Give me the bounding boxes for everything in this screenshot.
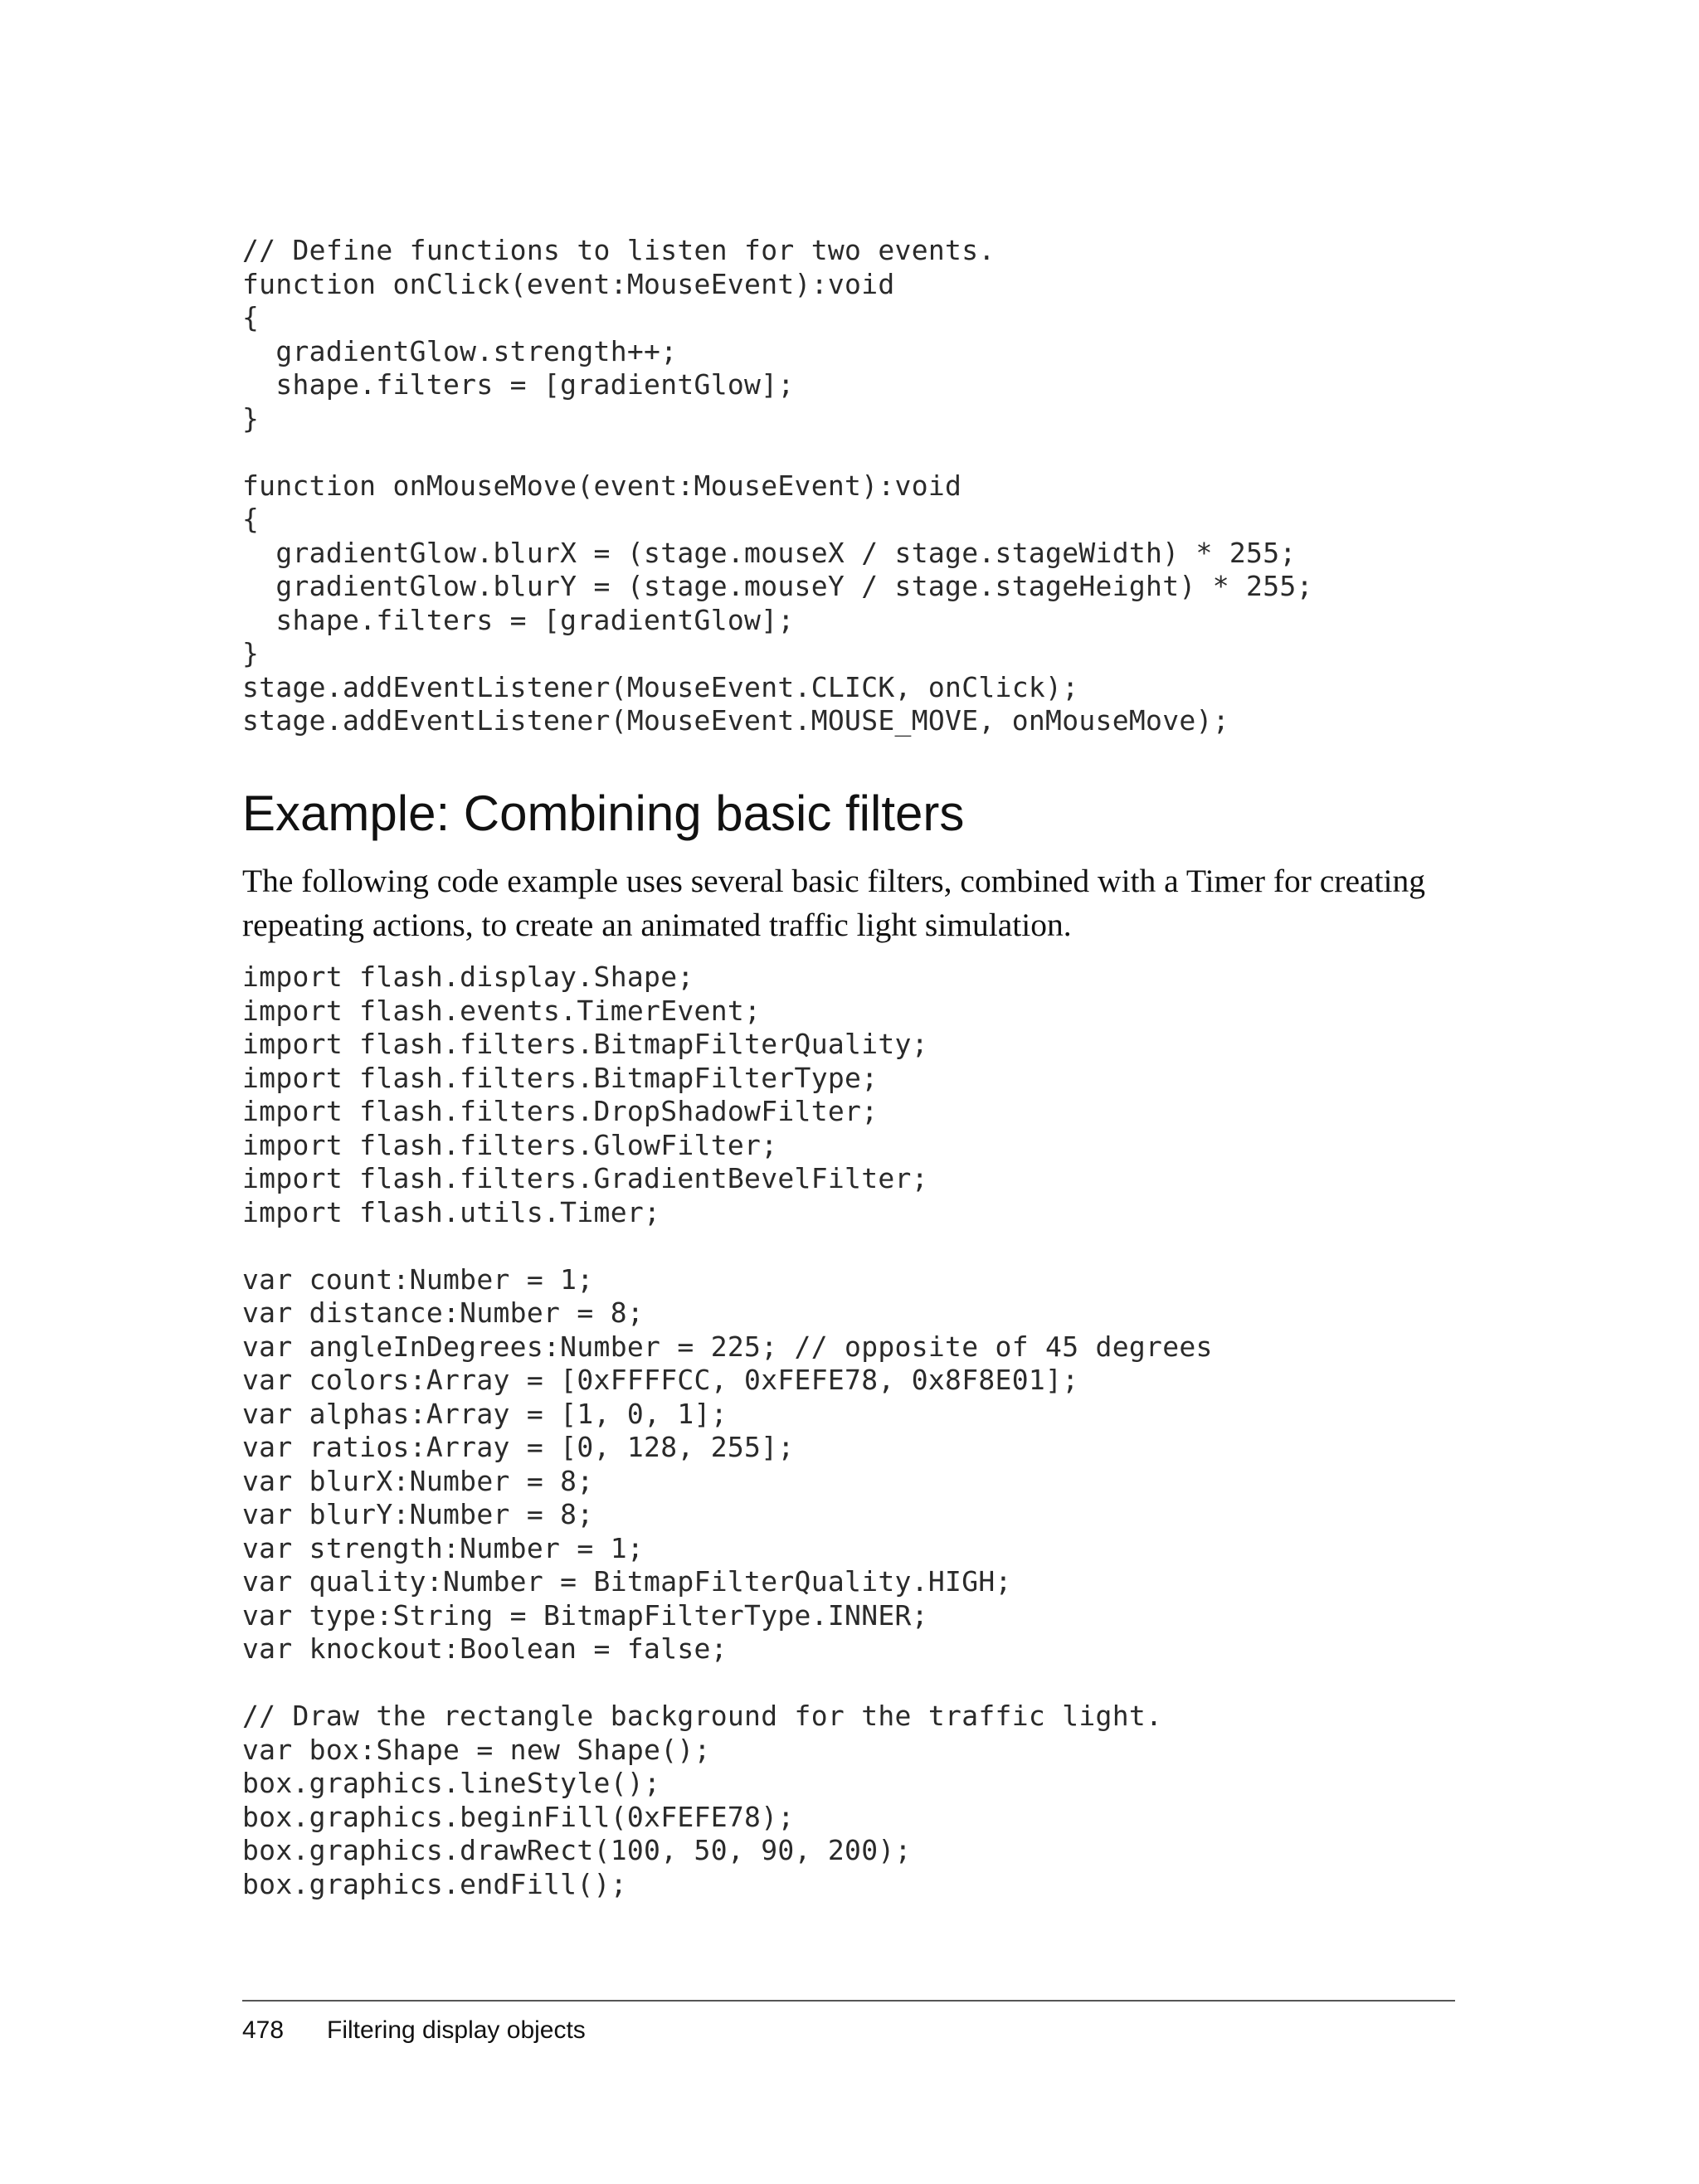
code-line: var alphas:Array = [1, 0, 1]; [242,1397,728,1430]
code-line: function onMouseMove(event:MouseEvent):void [242,469,962,502]
code-line: import flash.filters.GlowFilter; [242,1128,778,1161]
code-line: import flash.filters.GradientBevelFilter; [242,1162,928,1194]
code-line: import flash.filters.DropShadowFilter; [242,1095,879,1127]
code-block-event-handlers [242,234,1313,738]
code-line: box.graphics.drawRect(100, 50, 90, 200); [242,1834,912,1866]
code-line [242,435,1313,469]
code-line: shape.filters = [gradientGlow]; [242,603,795,636]
code-line: box.graphics.endFill(); [242,1867,627,1900]
code-line [242,1666,1213,1700]
code-line: var box:Shape = new Shape(); [242,1733,711,1766]
footer-section-title: Filtering display objects [327,2016,586,2044]
code-line: var type:String = BitmapFilterType.INNER; [242,1598,928,1632]
code-line: var colors:Array = [0xFFFFCC, 0xFEFE78, 0x8F8E01]; [242,1364,1079,1396]
code-line: var knockout:Boolean = false; [242,1632,728,1665]
code-line: stage.addEventListener(MouseEvent.MOUSE_MOVE, onMouseMove); [242,704,1229,737]
code-line: } [242,637,260,669]
code-line: gradientGlow.strength++; [242,334,678,367]
code-line: var blurY:Number = 8; [242,1498,594,1530]
code-line: var count:Number = 1; [242,1262,594,1296]
code-line: var distance:Number = 8; [242,1296,645,1329]
footer-divider [242,2000,1455,2002]
code-line: import flash.display.Shape; [242,961,694,993]
code-line: gradientGlow.blurY = (stage.mouseY / stage.stageHeight) * 255; [242,570,1313,602]
code-line: gradientGlow.blurX = (stage.mouseX / stage.stageWidth) * 255; [242,536,1297,569]
code-line: import flash.filters.BitmapFilterType; [242,1061,879,1094]
code-line: box.graphics.beginFill(0xFEFE78); [242,1800,795,1833]
code-line: import flash.events.TimerEvent; [242,994,762,1027]
code-line: shape.filters = [gradientGlow]; [242,368,795,401]
code-line: { [242,503,260,535]
code-line: var strength:Number = 1; [242,1531,645,1564]
code-line [242,1229,1213,1263]
code-line: } [242,401,260,435]
page-footer [242,2014,586,2047]
code-line: var angleInDegrees:Number = 225; // opposite of 45 degrees [242,1330,1213,1363]
code-line: import flash.filters.BitmapFilterQuality; [242,1028,928,1060]
code-line: box.graphics.lineStyle(); [242,1767,661,1799]
code-line: function onClick(event:MouseEvent):void [242,267,895,300]
code-line: import flash.utils.Timer; [242,1195,661,1228]
code-line: var ratios:Array = [0, 128, 255]; [242,1431,795,1463]
section-intro-paragraph: The following code example uses several basic filters, combined with a Timer for creating repeating actions, to create an animated traffic light simulation. [242,863,1425,943]
code-block-traffic-light [242,961,1213,1901]
code-line: // Draw the rectangle background for the traffic light. [242,1700,1163,1732]
section-heading: Example: Combining basic filters [242,786,965,841]
page-number: 478 [242,2016,285,2044]
code-line: // Define functions to listen for two events. [242,234,996,266]
code-line: stage.addEventListener(MouseEvent.CLICK, onClick); [242,670,1079,703]
code-line: var blurX:Number = 8; [242,1464,594,1497]
code-line: var quality:Number = BitmapFilterQuality.HIGH; [242,1565,1012,1598]
code-line: { [242,301,260,333]
